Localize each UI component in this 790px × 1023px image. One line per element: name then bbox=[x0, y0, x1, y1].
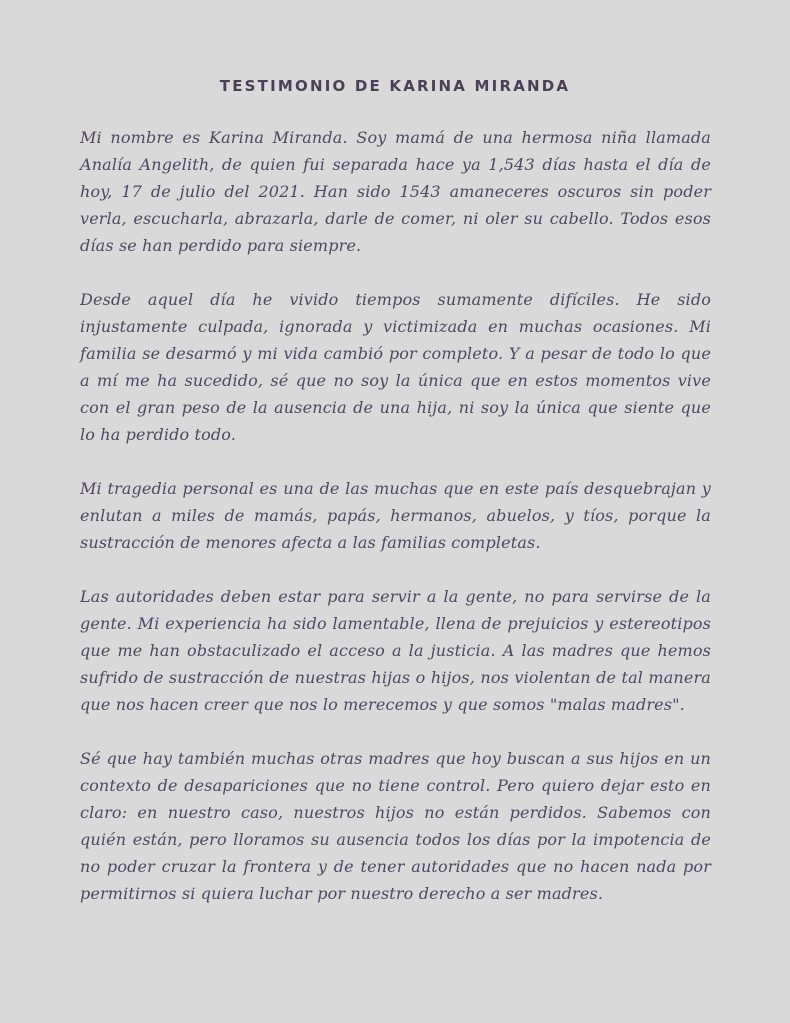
paragraph-5: Sé que hay también muchas otras madres que hoy buscan a sus hijos en un contexto de desapariciones que no tiene control. Pero quiero dejar esto en claro: en nuestro caso, nuestros hijos no están perdidos. Sabemos con quién están, pero lloramos su ausencia todos los días por la impotencia de no poder cruzar la frontera y de tener autoridades que no hacen nada por permitirnos si quiera luchar por nuestro derecho a ser madres. bbox=[80, 749, 711, 903]
paragraph-3: Mi tragedia personal es una de las muchas que en este país desquebrajan y enlutan a miles de mamás, papás, hermanos, abuelos, y tíos, porque la sustracción de menores afecta a las familias completas. bbox=[80, 479, 711, 552]
testimony-body bbox=[80, 124, 711, 934]
paragraph-4: Las autoridades deben estar para servir a la gente, no para servirse de la gente. Mi experiencia ha sido lamentable, llena de prejuicios y estereotipos que me han obstaculizado el acceso a la justicia. A las madres que hemos sufrido de sustracción de nuestras hijas o hijos, nos violentan de tal manera que nos hacen creer que nos lo merecemos y que somos "malas madres". bbox=[80, 587, 711, 714]
document-title: TESTIMONIO DE KARINA MIRANDA bbox=[219, 77, 571, 95]
paragraph-2: Desde aquel día he vivido tiempos sumamente difíciles. He sido injustamente culpada, ignorada y victimizada en muchas ocasiones. Mi familia se desarmó y mi vida cambió por completo. Y a pesar de todo lo que a mí me ha sucedido, sé que no soy la única que en estos momentos vive con el gran peso de la ausencia de una hija, ni soy la única que siente que lo ha perdido todo. bbox=[80, 290, 711, 444]
paragraph-1: Mi nombre es Karina Miranda. Soy mamá de una hermosa niña llamada Analía Angelith, de quien fui separada hace ya 1,543 días hasta el día de hoy, 17 de julio del 2021. Han sido 1543 amaneceres oscuros sin poder verla, escucharla, abrazarla, darle de comer, ni oler su cabello. Todos esos días se han perdido para siempre. bbox=[80, 128, 711, 255]
